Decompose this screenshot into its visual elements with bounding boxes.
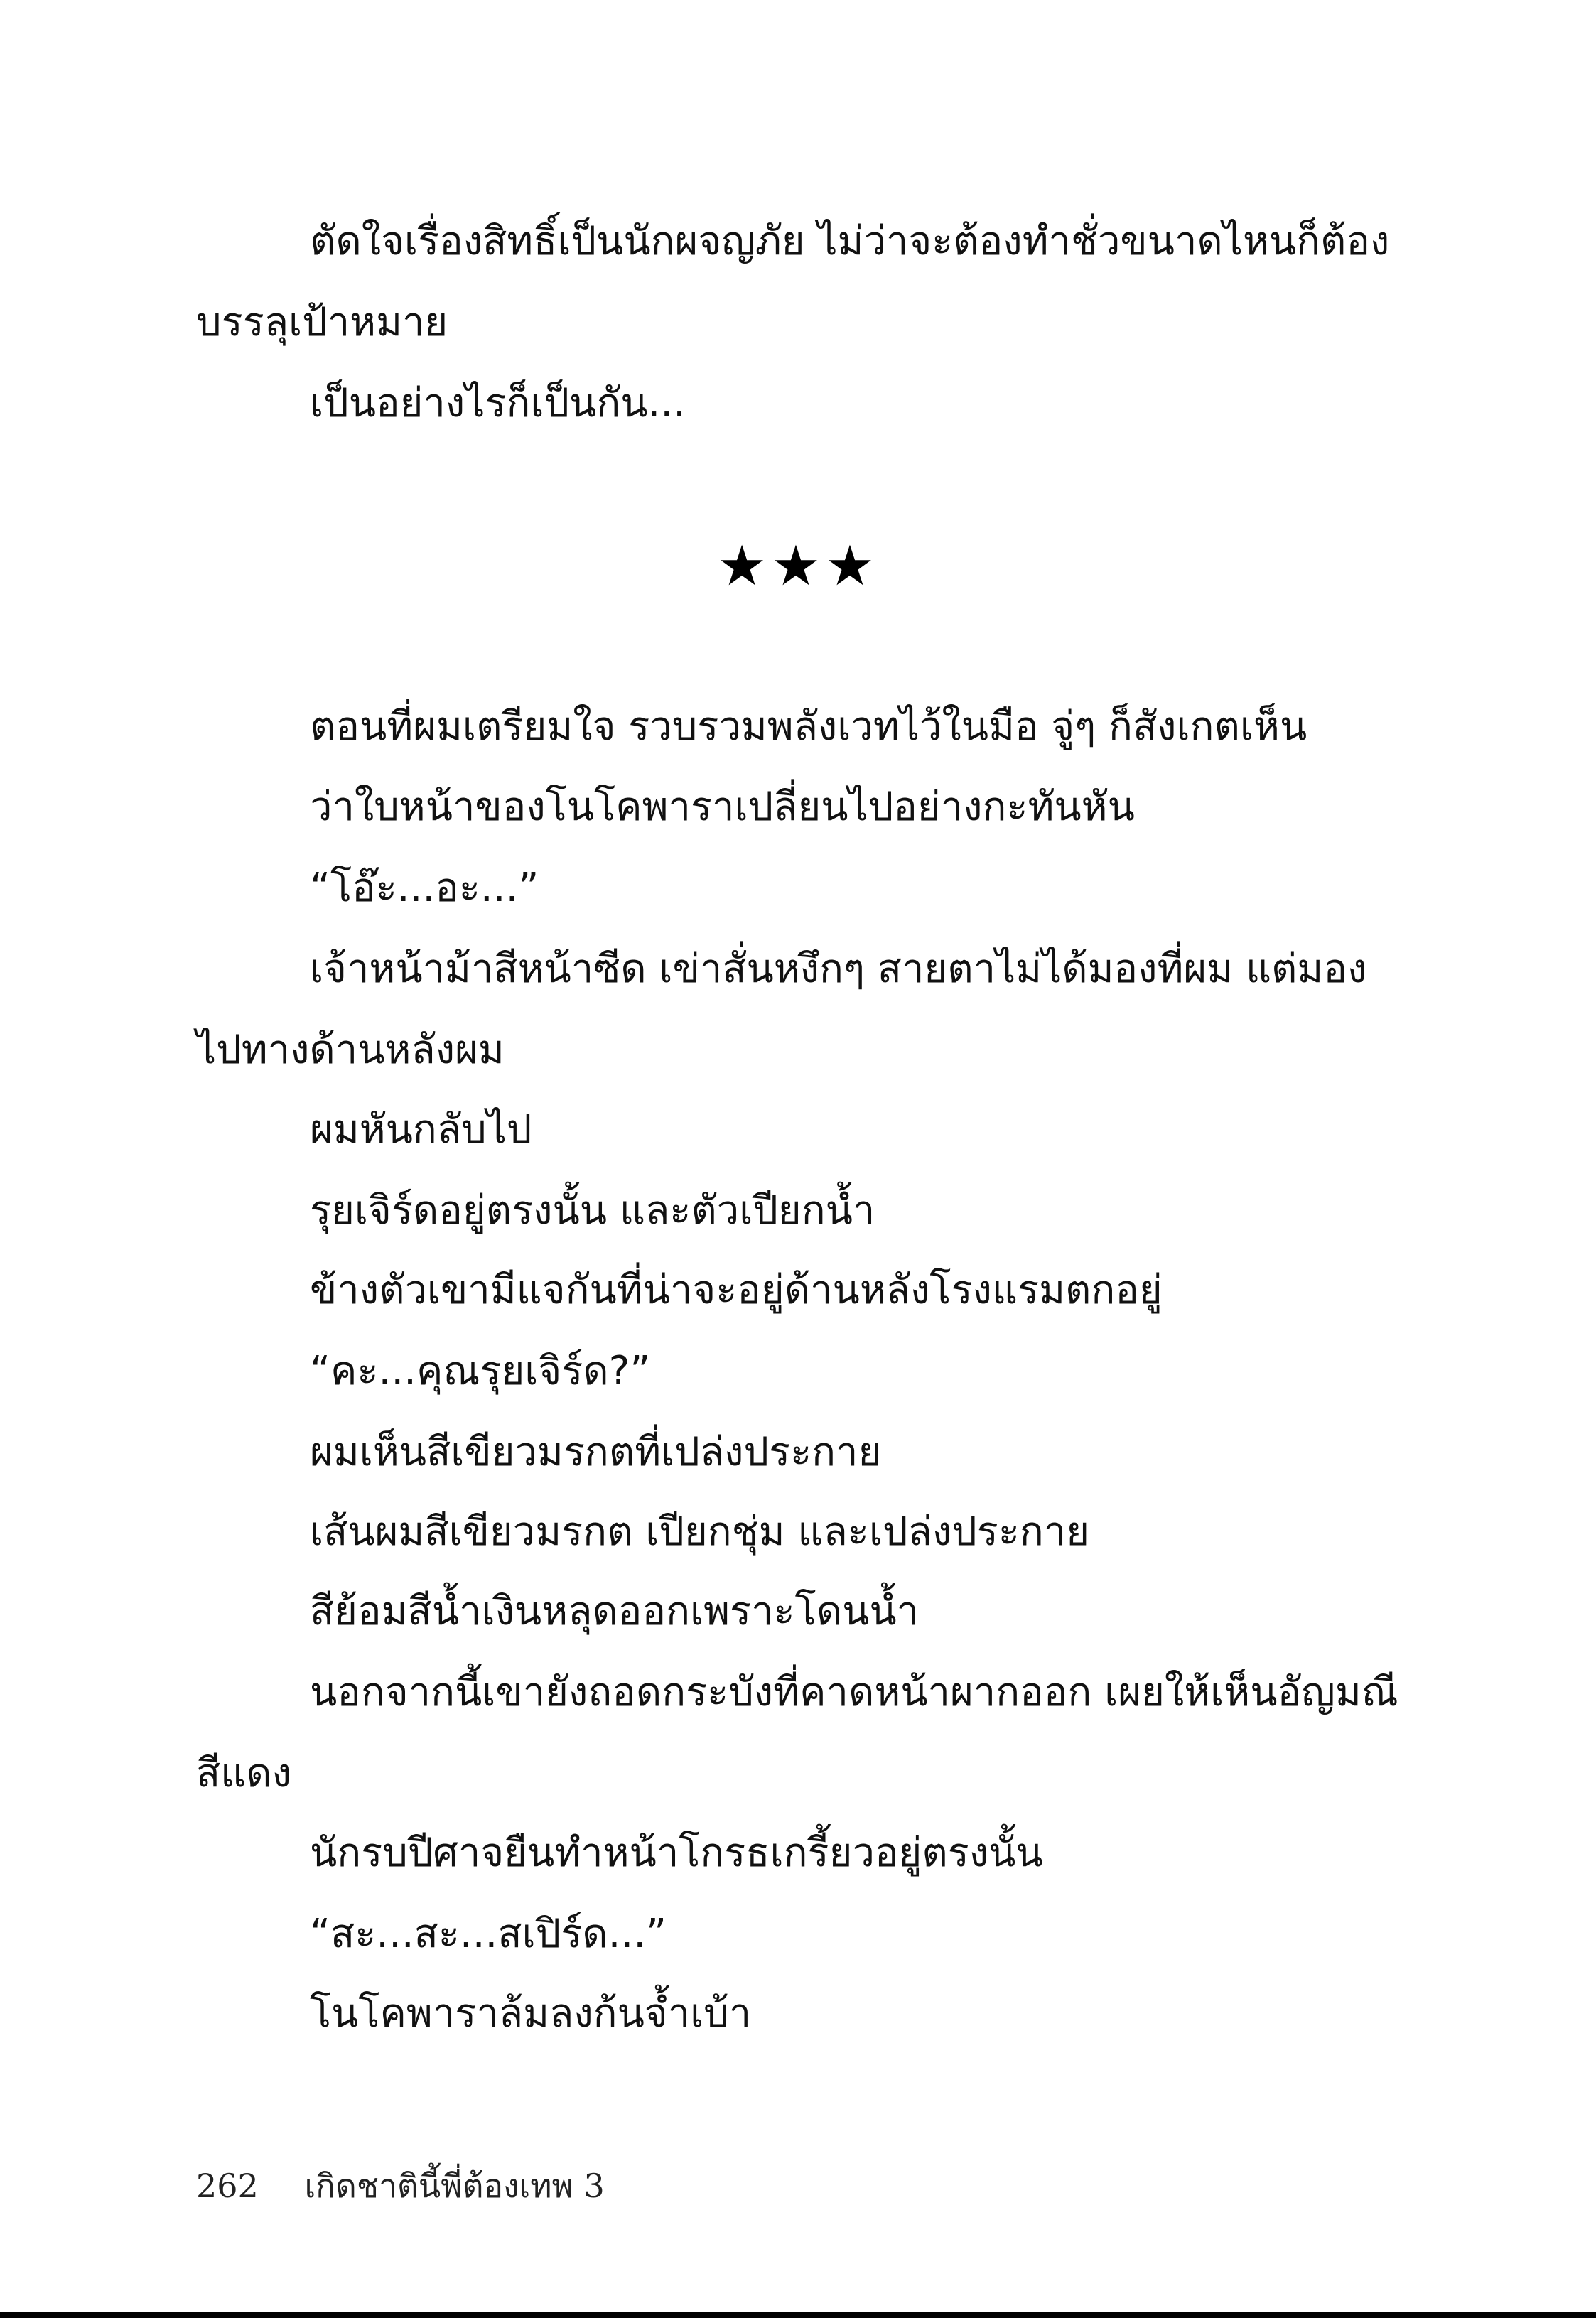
paragraph-line: โนโคพาราล้มลงก้นจ้ำเบ้า	[310, 1990, 752, 2037]
paragraph-line: เป็นอย่างไรก็เป็นกัน...	[310, 380, 686, 426]
paragraph-line: บรรลุเป้าหมาย	[196, 299, 448, 345]
paragraph-line: สีแดง	[196, 1750, 291, 1796]
paragraph-line: สีย้อมสีน้ำเงินหลุดออกเพราะโดนน้ำ	[310, 1588, 920, 1634]
paragraph-line: ตอนที่ผมเตรียมใจ รวบรวมพลังเวทไว้ในมือ จู่ๆ ก็สังเกตเห็น	[310, 704, 1307, 750]
scene-break-stars: ★★★	[717, 534, 879, 598]
paragraph-line: นักรบปีศาจยืนทำหน้าโกรธเกรี้ยวอยู่ตรงนั้น	[310, 1830, 1043, 1876]
paragraph-line: ไปทางด้านหลังผม	[196, 1027, 505, 1073]
running-title: เกิดชาตินี้พี่ต้องเทพ 3	[304, 2167, 605, 2205]
dialogue-line: “คะ...คุณรุยเจิร์ด?”	[310, 1348, 651, 1394]
paragraph-line: รุยเจิร์ดอยู่ตรงนั้น และตัวเปียกน้ำ	[310, 1187, 875, 1234]
bottom-edge-rule	[0, 2312, 1596, 2318]
page-footer	[196, 2160, 605, 2212]
paragraph-line: ข้างตัวเขามีแจกันที่น่าจะอยู่ด้านหลังโรงแรมตกอยู่	[310, 1267, 1163, 1313]
paragraph-line: ผมหันกลับไป	[310, 1106, 532, 1153]
paragraph-line: ผมเห็นสีเขียวมรกตที่เปล่งประกาย	[310, 1429, 882, 1475]
paragraph-line: ว่าใบหน้าของโนโคพาราเปลี่ยนไปอย่างกะทันหัน	[310, 784, 1135, 830]
paragraph-line: เจ้าหน้าม้าสีหน้าซีด เข่าสั่นหงึกๆ สายตาไม่ได้มองที่ผม แต่มอง	[310, 946, 1367, 992]
paragraph-line: ตัดใจเรื่องสิทธิ์เป็นนักผจญภัย ไม่ว่าจะต้องทำชั่วขนาดไหนก็ต้อง	[310, 218, 1390, 264]
paragraph-line: นอกจากนี้เขายังถอดกระบังที่คาดหน้าผากออก เผยให้เห็นอัญมณี	[310, 1669, 1398, 1715]
dialogue-line: “สะ...สะ...สเปิร์ด...”	[310, 1911, 667, 1957]
dialogue-line: “โอ๊ะ...อะ...”	[310, 865, 539, 911]
page-number: 262	[196, 2167, 259, 2205]
paragraph-line: เส้นผมสีเขียวมรกต เปียกชุ่ม และเปล่งประกาย	[310, 1509, 1090, 1555]
